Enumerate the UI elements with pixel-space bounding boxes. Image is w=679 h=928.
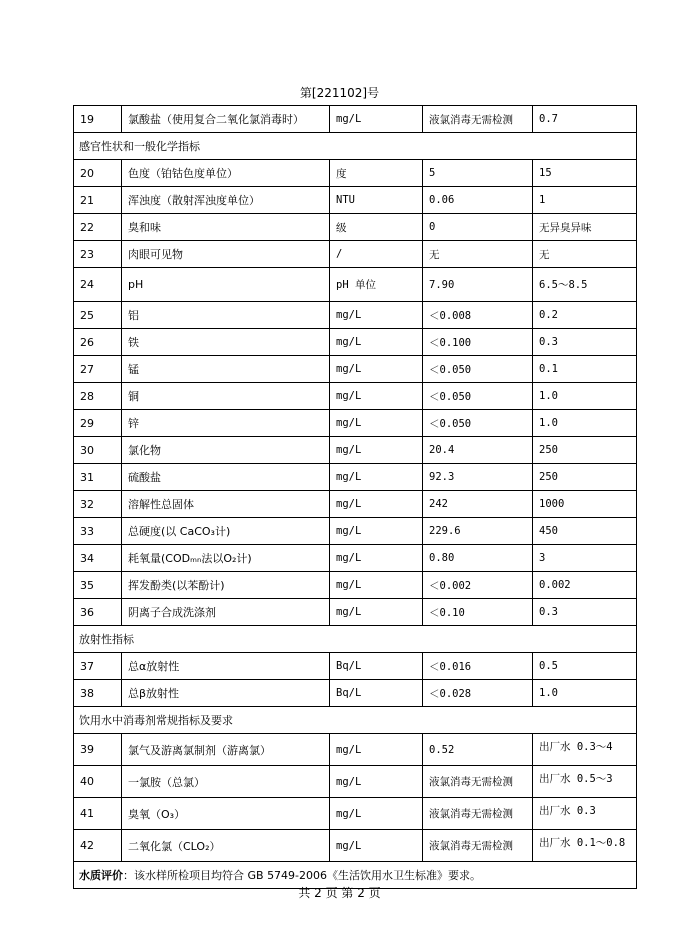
result-cell: 0.80 bbox=[423, 545, 533, 572]
limit-cell: 1.0 bbox=[533, 410, 637, 437]
row-number-cell: 27 bbox=[74, 356, 122, 383]
table-row bbox=[74, 268, 637, 302]
indicator-name-cell: 色度（铂钴色度单位） bbox=[122, 160, 330, 187]
limit-cell: 450 bbox=[533, 518, 637, 545]
result-cell: 液氯消毒无需检测 bbox=[423, 830, 533, 862]
row-number-cell: 20 bbox=[74, 160, 122, 187]
section-header-row bbox=[74, 707, 637, 734]
row-number-cell: 32 bbox=[74, 491, 122, 518]
unit-cell: mg/L bbox=[330, 766, 423, 798]
indicator-name-cell: 总硬度(以 CaCO₃计) bbox=[122, 518, 330, 545]
report-number: 第[221102]号 bbox=[299, 86, 380, 100]
result-cell: 无 bbox=[423, 241, 533, 268]
unit-cell: / bbox=[330, 241, 423, 268]
unit-cell: 级 bbox=[330, 214, 423, 241]
indicator-name-cell: 氯酸盐（使用复合二氧化氯消毒时） bbox=[122, 106, 330, 133]
row-number-cell: 26 bbox=[74, 329, 122, 356]
result-cell: 242 bbox=[423, 491, 533, 518]
indicator-name-cell: 一氯胺（总氯） bbox=[122, 766, 330, 798]
indicator-name-cell: 臭和味 bbox=[122, 214, 330, 241]
unit-cell: mg/L bbox=[330, 830, 423, 862]
indicator-name-cell: 溶解性总固体 bbox=[122, 491, 330, 518]
indicator-name-cell: 肉眼可见物 bbox=[122, 241, 330, 268]
result-cell: ＜0.028 bbox=[423, 680, 533, 707]
indicator-name-cell: 氯气及游离氯制剂（游离氯） bbox=[122, 734, 330, 766]
limit-cell: 1 bbox=[533, 187, 637, 214]
result-cell: ＜0.100 bbox=[423, 329, 533, 356]
limit-cell: 250 bbox=[533, 464, 637, 491]
unit-cell: 度 bbox=[330, 160, 423, 187]
limit-cell: 15 bbox=[533, 160, 637, 187]
table-row bbox=[74, 766, 637, 798]
indicator-name-cell: pH bbox=[122, 268, 330, 302]
table-body bbox=[74, 106, 637, 889]
indicator-name-cell: 浑浊度（散射浑浊度单位） bbox=[122, 187, 330, 214]
limit-cell: 0.002 bbox=[533, 572, 637, 599]
unit-cell: mg/L bbox=[330, 106, 423, 133]
row-number-cell: 23 bbox=[74, 241, 122, 268]
row-number-cell: 24 bbox=[74, 268, 122, 302]
row-number-cell: 19 bbox=[74, 106, 122, 133]
section-header-row bbox=[74, 626, 637, 653]
result-cell: 7.90 bbox=[423, 268, 533, 302]
unit-cell: mg/L bbox=[330, 734, 423, 766]
row-number-cell: 41 bbox=[74, 798, 122, 830]
result-cell: 液氯消毒无需检测 bbox=[423, 106, 533, 133]
result-cell: ＜0.050 bbox=[423, 410, 533, 437]
limit-cell: 无 bbox=[533, 241, 637, 268]
row-number-cell: 33 bbox=[74, 518, 122, 545]
row-number-cell: 39 bbox=[74, 734, 122, 766]
unit-cell: mg/L bbox=[330, 572, 423, 599]
page-footer: 共 2 页 第 2 页 bbox=[298, 886, 381, 900]
unit-cell: mg/L bbox=[330, 329, 423, 356]
table-row bbox=[74, 464, 637, 491]
table-row bbox=[74, 518, 637, 545]
table-row bbox=[74, 734, 637, 766]
limit-cell: 0.5 bbox=[533, 653, 637, 680]
indicator-name-cell: 挥发酚类(以苯酚计) bbox=[122, 572, 330, 599]
table-row bbox=[74, 356, 637, 383]
unit-cell: mg/L bbox=[330, 410, 423, 437]
limit-cell: 出厂水 0.5～3 bbox=[533, 766, 637, 798]
indicator-name-cell: 铝 bbox=[122, 302, 330, 329]
limit-cell: 3 bbox=[533, 545, 637, 572]
table-row bbox=[74, 214, 637, 241]
indicator-name-cell: 锰 bbox=[122, 356, 330, 383]
indicator-name-cell: 锌 bbox=[122, 410, 330, 437]
row-number-cell: 29 bbox=[74, 410, 122, 437]
table-row bbox=[74, 798, 637, 830]
row-number-cell: 37 bbox=[74, 653, 122, 680]
limit-cell: 6.5～8.5 bbox=[533, 268, 637, 302]
unit-cell: mg/L bbox=[330, 464, 423, 491]
table-row bbox=[74, 302, 637, 329]
unit-cell: mg/L bbox=[330, 383, 423, 410]
table-row bbox=[74, 410, 637, 437]
row-number-cell: 38 bbox=[74, 680, 122, 707]
limit-cell: 0.7 bbox=[533, 106, 637, 133]
table-row bbox=[74, 545, 637, 572]
unit-cell: mg/L bbox=[330, 491, 423, 518]
table-row bbox=[74, 383, 637, 410]
table-row bbox=[74, 187, 637, 214]
table-row bbox=[74, 653, 637, 680]
row-number-cell: 21 bbox=[74, 187, 122, 214]
row-number-cell: 22 bbox=[74, 214, 122, 241]
unit-cell: Bq/L bbox=[330, 653, 423, 680]
indicator-name-cell: 耗氧量(CODₘₙ法以O₂计) bbox=[122, 545, 330, 572]
table-row bbox=[74, 680, 637, 707]
row-number-cell: 34 bbox=[74, 545, 122, 572]
indicator-name-cell: 阴离子合成洗涤剂 bbox=[122, 599, 330, 626]
table-row bbox=[74, 106, 637, 133]
section-title: 放射性指标 bbox=[74, 626, 637, 653]
indicator-name-cell: 二氧化氯（CLO₂） bbox=[122, 830, 330, 862]
result-cell: 92.3 bbox=[423, 464, 533, 491]
result-cell: ＜0.050 bbox=[423, 383, 533, 410]
table-row bbox=[74, 160, 637, 187]
row-number-cell: 35 bbox=[74, 572, 122, 599]
table-row bbox=[74, 241, 637, 268]
unit-cell: NTU bbox=[330, 187, 423, 214]
row-number-cell: 40 bbox=[74, 766, 122, 798]
section-header-row bbox=[74, 133, 637, 160]
unit-cell: mg/L bbox=[330, 545, 423, 572]
result-cell: ＜0.008 bbox=[423, 302, 533, 329]
evaluation-label: 水质评价 bbox=[79, 869, 123, 882]
result-cell: 0.52 bbox=[423, 734, 533, 766]
limit-cell: 出厂水 0.3 bbox=[533, 798, 637, 830]
indicator-name-cell: 总α放射性 bbox=[122, 653, 330, 680]
unit-cell: Bq/L bbox=[330, 680, 423, 707]
row-number-cell: 36 bbox=[74, 599, 122, 626]
table-row bbox=[74, 572, 637, 599]
result-cell: ＜0.002 bbox=[423, 572, 533, 599]
unit-cell: mg/L bbox=[330, 798, 423, 830]
result-cell: ＜0.050 bbox=[423, 356, 533, 383]
unit-cell: mg/L bbox=[330, 302, 423, 329]
result-cell: 229.6 bbox=[423, 518, 533, 545]
result-cell: 液氯消毒无需检测 bbox=[423, 798, 533, 830]
limit-cell: 250 bbox=[533, 437, 637, 464]
result-cell: ＜0.016 bbox=[423, 653, 533, 680]
indicator-name-cell: 臭氧（O₃） bbox=[122, 798, 330, 830]
limit-cell: 1.0 bbox=[533, 383, 637, 410]
section-title: 感官性状和一般化学指标 bbox=[74, 133, 637, 160]
evaluation-text: ：该水样所检项目均符合 GB 5749-2006《生活饮用水卫生标准》要求。 bbox=[123, 869, 482, 882]
water-quality-table bbox=[73, 105, 637, 889]
unit-cell: mg/L bbox=[330, 518, 423, 545]
table-row bbox=[74, 599, 637, 626]
indicator-name-cell: 氯化物 bbox=[122, 437, 330, 464]
limit-cell: 出厂水 0.1～0.8 bbox=[533, 830, 637, 862]
unit-cell: mg/L bbox=[330, 437, 423, 464]
row-number-cell: 42 bbox=[74, 830, 122, 862]
result-cell: 液氯消毒无需检测 bbox=[423, 766, 533, 798]
table-row bbox=[74, 491, 637, 518]
result-cell: 0 bbox=[423, 214, 533, 241]
row-number-cell: 28 bbox=[74, 383, 122, 410]
limit-cell: 出厂水 0.3～4 bbox=[533, 734, 637, 766]
unit-cell: mg/L bbox=[330, 356, 423, 383]
section-title: 饮用水中消毒剂常规指标及要求 bbox=[74, 707, 637, 734]
indicator-name-cell: 硫酸盐 bbox=[122, 464, 330, 491]
limit-cell: 0.3 bbox=[533, 329, 637, 356]
limit-cell: 1.0 bbox=[533, 680, 637, 707]
row-number-cell: 25 bbox=[74, 302, 122, 329]
table-row bbox=[74, 329, 637, 356]
limit-cell: 0.1 bbox=[533, 356, 637, 383]
indicator-name-cell: 铁 bbox=[122, 329, 330, 356]
indicator-name-cell: 铜 bbox=[122, 383, 330, 410]
limit-cell: 0.3 bbox=[533, 599, 637, 626]
result-cell: ＜0.10 bbox=[423, 599, 533, 626]
table-row bbox=[74, 830, 637, 862]
limit-cell: 无异臭异味 bbox=[533, 214, 637, 241]
result-cell: 20.4 bbox=[423, 437, 533, 464]
limit-cell: 0.2 bbox=[533, 302, 637, 329]
unit-cell: pH 单位 bbox=[330, 268, 423, 302]
result-cell: 0.06 bbox=[423, 187, 533, 214]
indicator-name-cell: 总β放射性 bbox=[122, 680, 330, 707]
unit-cell: mg/L bbox=[330, 599, 423, 626]
row-number-cell: 31 bbox=[74, 464, 122, 491]
limit-cell: 1000 bbox=[533, 491, 637, 518]
table-row bbox=[74, 437, 637, 464]
row-number-cell: 30 bbox=[74, 437, 122, 464]
result-cell: 5 bbox=[423, 160, 533, 187]
